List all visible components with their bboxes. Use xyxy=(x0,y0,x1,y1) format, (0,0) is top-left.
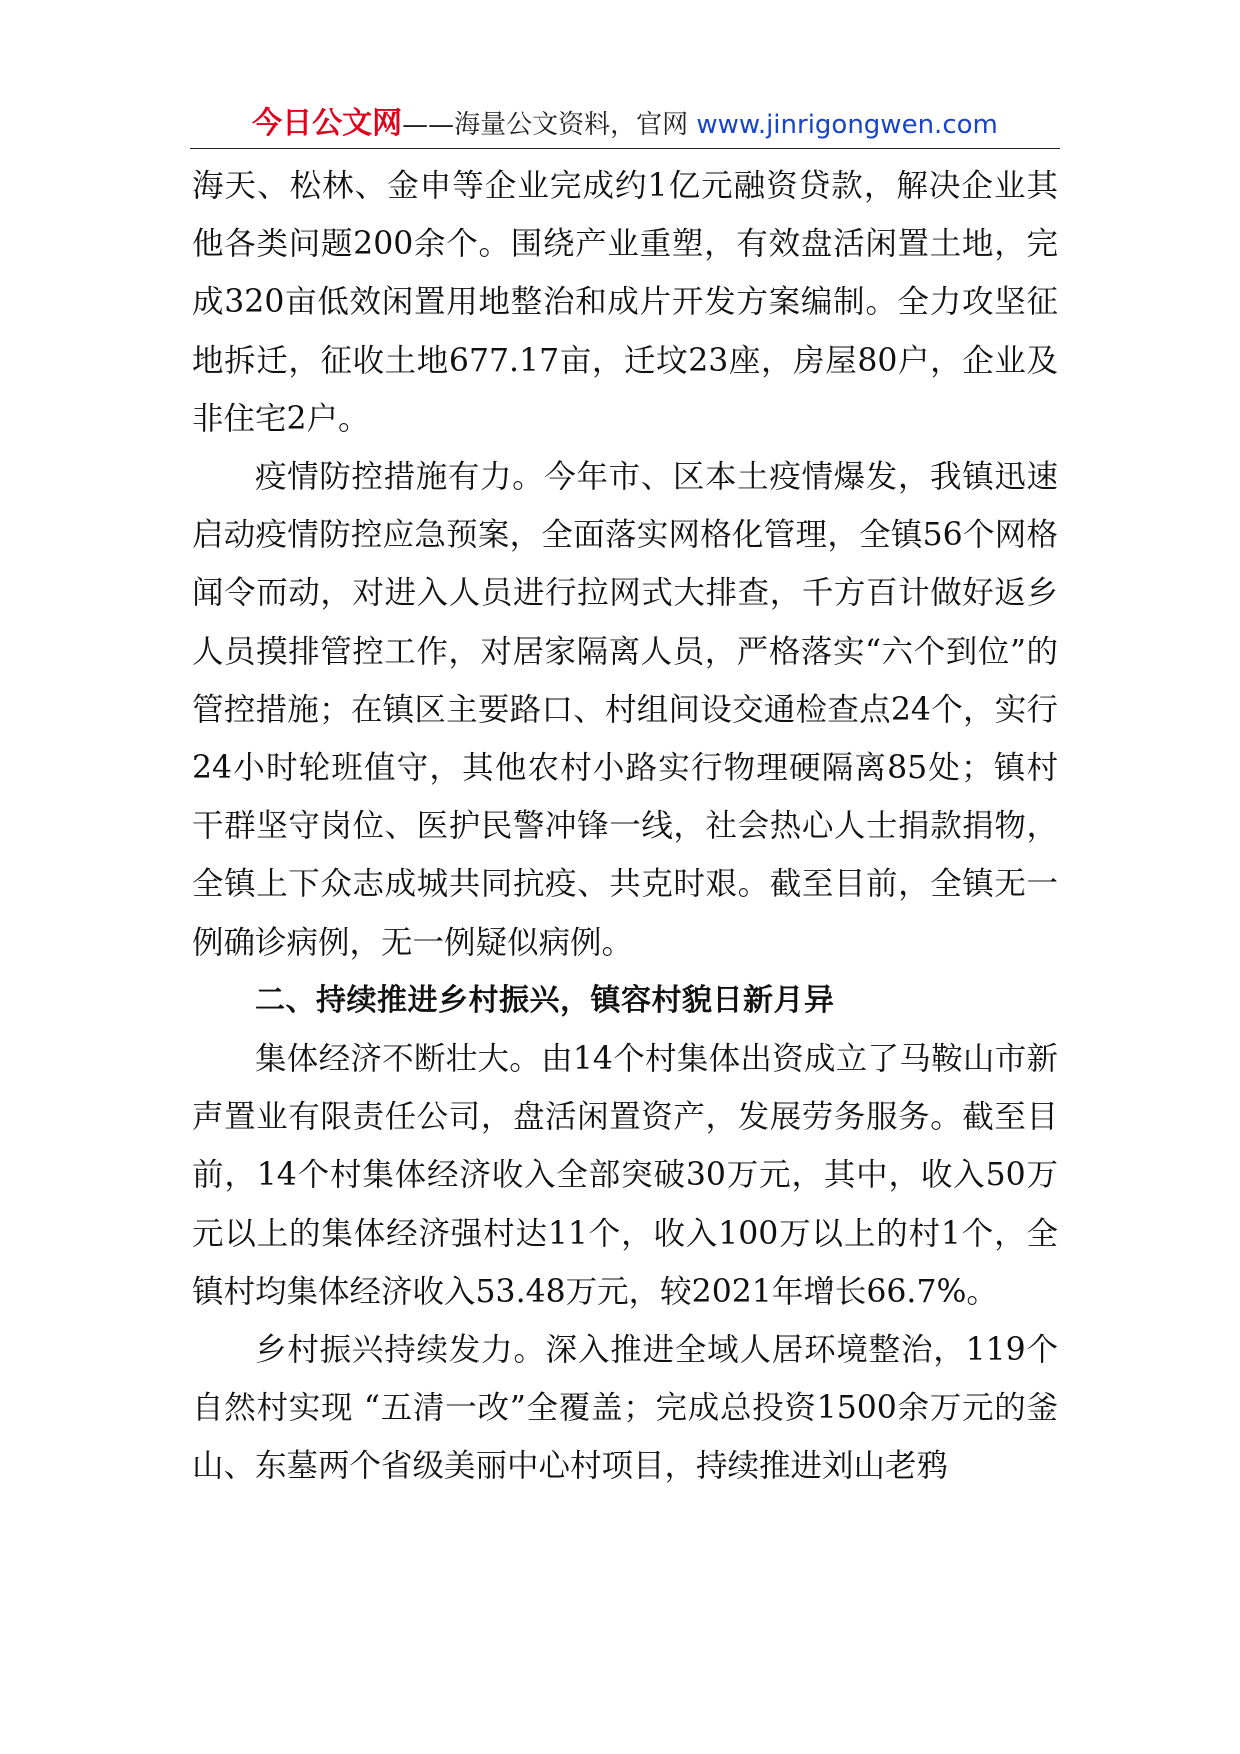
document-body xyxy=(192,157,1058,1496)
header-divider xyxy=(190,148,1060,149)
paragraph-epidemic-control: 疫情防控措施有力。今年市、区本土疫情爆发，我镇迅速启动疫情防控应急预案，全面落实网格化管理，全镇56个网格闻令而动，对进入人员进行拉网式大排查，千方百计做好返乡人员摸排管控工作，对居家隔离人员，严格落实“六个到位”的管控措施；在镇区主要路口、村组间设交通检查点24个，实行24小时轮班值守，其他农村小路实行物理硬隔离85处；镇村干群坚守岗位、医护民警冲锋一线，社会热心人士捐款捐物，全镇上下众志成城共同抗疫、共克时艰。截至目前，全镇无一例确诊病例，无一例疑似病例。 xyxy=(192,459,1058,961)
paragraph-rural-revitalization: 乡村振兴持续发力。深入推进全域人居环境整治，119个自然村实现 “五清一改”全覆盖；完成总投资1500余万元的釜山、东墓两个省级美丽中心村项目，持续推进刘山老鸦 xyxy=(192,1332,1058,1485)
paragraph-collective-economy: 集体经济不断壮大。由14个村集体出资成立了马鞍山市新声置业有限责任公司，盘活闲置资产，发展劳务服务。截至目前，14个村集体经济收入全部突破30万元，其中，收入50万元以上的集体经济强村达11个，收入100万以上的村1个，全镇村均集体经济收入53.48万元，较2021年增长66.7%。 xyxy=(192,1041,1058,1310)
paragraph-continued: 海天、松林、金申等企业完成约1亿元融资贷款，解决企业其他各类问题200余个。围绕产业重塑，有效盘活闲置土地，完成320亩低效闲置用地整治和成片开发方案编制。全力攻坚征地拆迁，征收土地677.17亩，迁坟23座，房屋80户，企业及非住宅2户。 xyxy=(192,168,1058,437)
site-url-link[interactable]: www.jinrigongwen.com xyxy=(696,110,998,140)
section-heading-rural-revitalization: 二、持续推进乡村振兴，镇容村貌日新月异 xyxy=(255,982,835,1018)
site-brand: 今日公文网 xyxy=(252,106,403,141)
page-header xyxy=(190,104,1060,144)
site-tagline: ——海量公文资料，官网 xyxy=(402,110,697,140)
